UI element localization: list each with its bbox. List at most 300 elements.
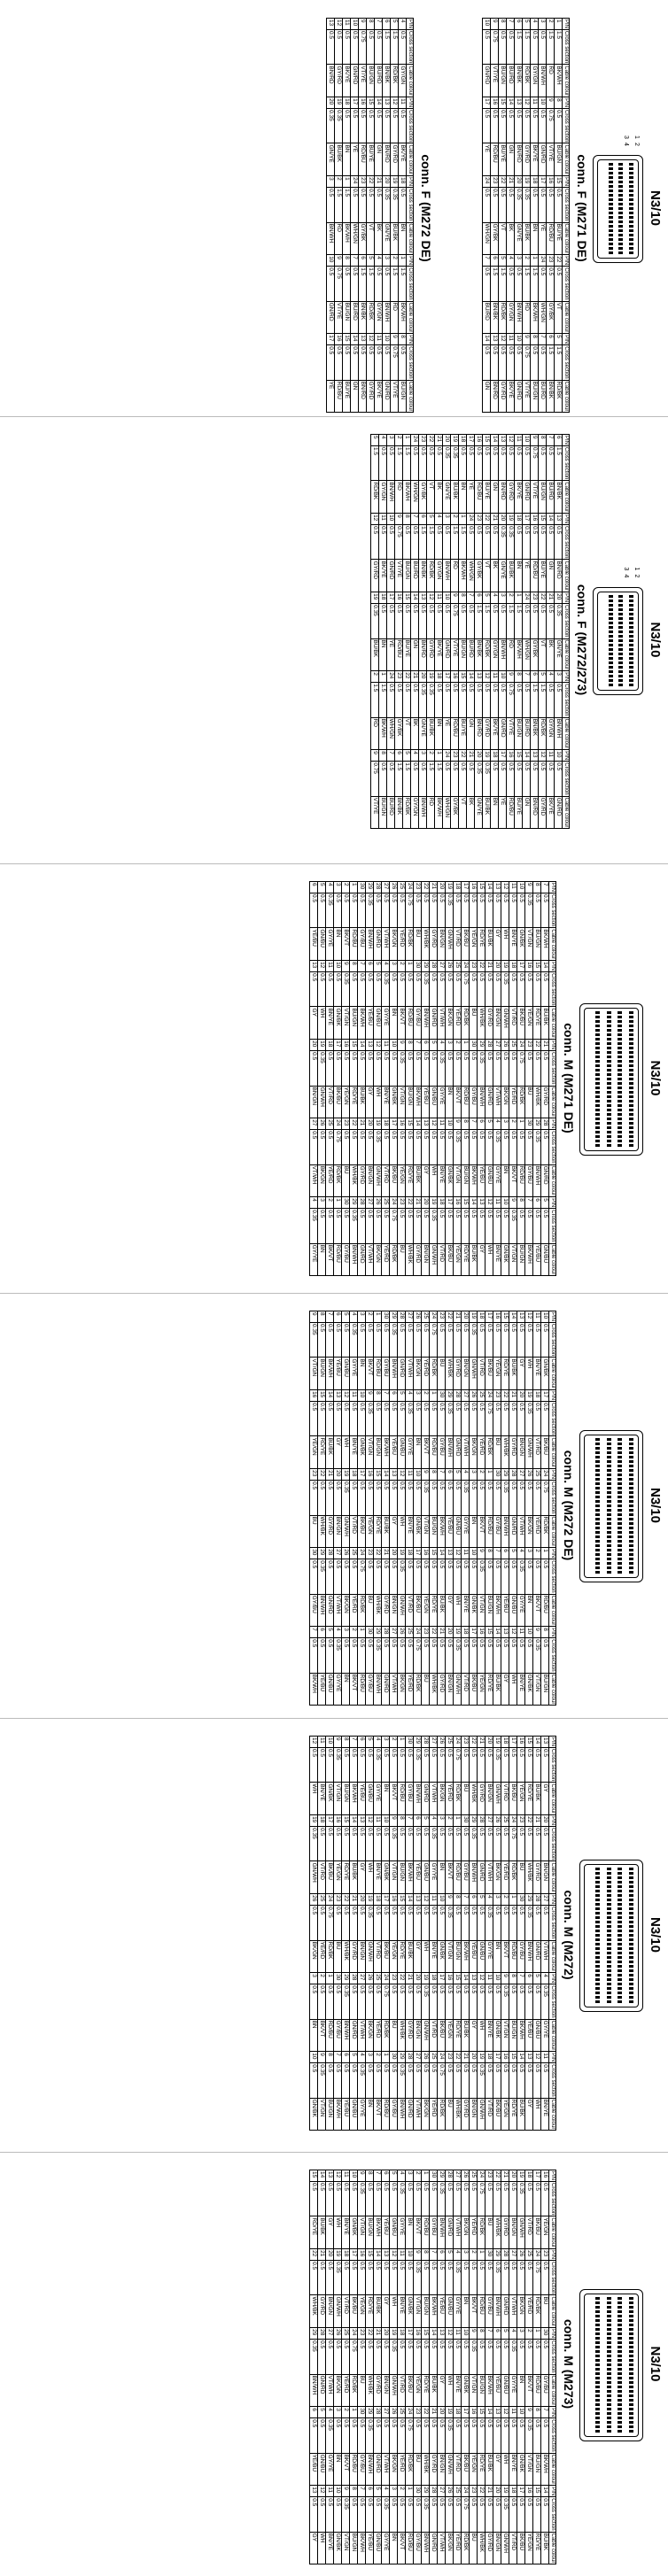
cable-colour-cell: GY/BU: [525, 1164, 533, 1197]
cross-section-cell: 0.5: [533, 1559, 541, 1594]
cross-section-cell: 0.5: [523, 446, 531, 481]
cable-colour-cell: WH/BK: [342, 1940, 350, 1973]
cross-section-cell: 0.5: [367, 188, 375, 222]
pin-cell: 21: [411, 671, 419, 683]
column-header-cross: Cross section: [550, 2419, 555, 2452]
pin-cell: 23: [419, 435, 427, 446]
cable-colour-cell: RD/YE: [430, 1594, 438, 1627]
sheet-title: N3/10: [648, 2346, 663, 2382]
pin-cell: 15: [462, 1197, 470, 1209]
cable-colour-cell: RD/BU: [533, 2374, 541, 2407]
table-row: [398, 1311, 406, 1706]
pin-cell: 23: [547, 255, 555, 267]
pin-cell: 10: [334, 2486, 342, 2497]
cable-colour-cell: BK/VT: [422, 1436, 430, 1469]
cross-section-cell: 0.35: [358, 2182, 366, 2216]
pin-cell: 14: [414, 1118, 422, 1130]
connector-name: conn. F (M271 DE): [575, 154, 589, 262]
pin-cell: 16: [446, 1973, 454, 1984]
cross-section-cell: 0.5: [478, 1481, 485, 1515]
pin-cell: 3: [443, 514, 451, 525]
pin-cell: 9: [414, 2249, 422, 2261]
pin-cell: 9: [318, 2052, 326, 2063]
cable-colour-cell: GY: [310, 2532, 318, 2564]
cable-colour-cell: RD/BU: [454, 1861, 462, 1894]
cable-colour-cell: BK/YE: [491, 717, 499, 750]
cross-section-cell: 1.5: [483, 604, 491, 638]
pin-cell: 11: [350, 1390, 358, 1402]
cable-colour-cell: BU/BK: [391, 222, 399, 255]
pin-cell: 2: [509, 1118, 517, 1130]
cable-colour-cell: GY/BU: [342, 1243, 350, 1276]
cross-section-cell: 0.5: [350, 972, 358, 1007]
cross-section-cell: 0.5: [366, 1130, 374, 1164]
cross-section-cell: 0.5: [533, 1323, 541, 1358]
pin-cell: 30: [525, 1118, 533, 1130]
cable-colour-cell: BK/WH: [541, 2453, 549, 2486]
cable-colour-cell: GN/WH: [501, 1007, 509, 1040]
pin-cell: 5: [366, 1737, 374, 1748]
cable-colour-cell: VT/GN: [446, 1940, 454, 1973]
cable-colour-cell: RD/YE: [398, 1940, 406, 1973]
pin-cell: 7: [493, 1548, 501, 1559]
cable-colour-cell: RD/YE: [533, 2532, 541, 2564]
pin-cell: 7: [430, 2249, 438, 2261]
cable-colour-cell: BN/WH: [515, 301, 523, 334]
pin-cell: 1: [358, 1627, 366, 1638]
cable-colour-cell: VT/GN: [454, 1164, 462, 1197]
cable-colour-cell: BU/GN: [454, 1940, 462, 1973]
cable-colour-cell: BK/BU: [462, 2453, 470, 2486]
cable-colour-cell: BK/GN: [310, 1940, 318, 1973]
pin-cell: 17: [470, 1627, 478, 1638]
pin-cell: 20: [493, 2486, 501, 2497]
cross-section-cell: 0.5: [533, 2418, 541, 2453]
cross-section-cell: 0.5: [491, 109, 499, 143]
cross-section-cell: 0.5: [318, 893, 326, 928]
cross-section-cell: 0.5: [462, 1984, 470, 2019]
table-row: [493, 2170, 501, 2564]
cross-section-cell: 0.5: [390, 1748, 398, 1783]
cross-section-cell: 0.5: [446, 1827, 454, 1861]
pin-cell: 19: [430, 1197, 438, 1209]
cross-section-cell: 0.5: [454, 1209, 462, 1243]
cross-section-cell: 0.5: [382, 1209, 390, 1243]
cross-section-cell: 0.5: [310, 2063, 318, 2098]
cable-colour-cell: BK/GN: [334, 2374, 342, 2407]
cross-section-cell: 0.5: [493, 2182, 501, 2216]
table-row: [374, 2170, 382, 2564]
cable-colour-cell: BU/BK: [509, 1358, 517, 1390]
cross-section-cell: 0.5: [501, 2063, 509, 2098]
cross-section-cell: 0.5: [438, 1827, 446, 1861]
cable-colour-cell: GN/RD: [350, 2019, 358, 2052]
cross-section-cell: 0.5: [491, 446, 499, 481]
pin-cell: 16: [358, 2249, 366, 2261]
table-row: [422, 1311, 430, 1706]
cable-colour-cell: GY/BU: [366, 1673, 374, 1706]
pin-cell: 12: [454, 1548, 462, 1559]
cable-colour-cell: VT: [403, 717, 411, 750]
cable-colour-cell: RD/BU: [491, 143, 499, 176]
cross-section-cell: 0.35: [390, 2340, 398, 2374]
cross-section-cell: 0.5: [343, 267, 351, 301]
cross-section-cell: 0.75: [517, 1051, 525, 1086]
cross-section-cell: 0.5: [430, 1402, 438, 1436]
pin-cell: 11: [438, 1118, 446, 1130]
pin-cell: 2: [390, 1737, 398, 1748]
pin-cell: 14: [491, 435, 499, 446]
cable-colour-cell: YE/RD: [374, 2019, 382, 2052]
cross-section-cell: 0.5: [310, 2497, 318, 2532]
cable-colour-cell: BK/YE: [399, 143, 407, 176]
cross-section-cell: 0.5: [443, 762, 451, 796]
cross-section-cell: 0.35: [334, 2261, 342, 2295]
cross-section-cell: 0.5: [342, 1827, 350, 1861]
pin-cell: 9: [334, 1737, 342, 1748]
pin-cell: 24: [390, 1197, 398, 1209]
cross-section-cell: 0.5: [342, 2340, 350, 2374]
pin-cell: 27: [462, 1390, 470, 1402]
cross-section-cell: 0.5: [374, 1209, 382, 1243]
table-row: [475, 435, 483, 829]
cable-colour-cell: BK/WH: [399, 301, 407, 334]
cable-colour-cell: GN/RD: [382, 1673, 390, 1706]
cable-colour-cell: GY/BK: [359, 222, 367, 255]
cross-section-cell: 0.5: [483, 683, 491, 717]
pin-cell: 8: [454, 1894, 462, 1906]
pin-cell: 19: [517, 2170, 525, 2182]
cross-section-cell: 1.5: [531, 267, 539, 301]
cable-colour-cell: BN: [525, 1594, 533, 1627]
cable-colour-cell: GN/BU: [398, 1436, 406, 1469]
pin-cell: 19: [446, 2407, 454, 2418]
cross-section-cell: 0.5: [374, 1323, 382, 1358]
cable-colour-cell: BN/GN: [462, 1358, 470, 1390]
pin-cell: 24: [411, 435, 419, 446]
cross-section-cell: 0.5: [335, 30, 343, 65]
cable-colour-cell: BN/YE: [454, 2374, 462, 2407]
pin-cell: 26: [438, 1737, 446, 1748]
cross-section-cell: 0.5: [446, 972, 454, 1007]
cross-section-cell: 0.5: [539, 345, 547, 380]
cable-colour-cell: BN/WH: [555, 717, 563, 750]
cross-section-cell: 0.5: [398, 2418, 406, 2453]
table-row: [422, 2170, 430, 2564]
cable-colour-cell: VT/GN: [525, 928, 533, 961]
pin-cell: 25: [422, 1311, 430, 1323]
table-row: [515, 435, 523, 829]
cross-section-cell: 0.5: [509, 972, 517, 1007]
cross-section-cell: 0.5: [342, 1748, 350, 1783]
pin-cell: 27: [382, 2407, 390, 2418]
cross-section-cell: 1.5: [547, 345, 555, 380]
column-header-pin: PIN: [563, 256, 569, 266]
cable-colour-cell: GY: [382, 2295, 390, 2328]
cable-colour-cell: YE/BU: [493, 2374, 501, 2407]
cross-section-cell: 0.5: [517, 972, 525, 1007]
cable-colour-cell: RD/BK: [517, 1086, 525, 1118]
pin-cell: 20: [446, 1627, 454, 1638]
column-header-color: Cable colour: [563, 561, 569, 592]
cross-section-cell: 0.5: [310, 1130, 318, 1164]
table-row: [406, 1737, 414, 2131]
cross-section-cell: 0.5: [438, 1984, 446, 2019]
cable-colour-cell: YE/BU: [366, 1007, 374, 1040]
cross-section-cell: 0.5: [525, 1984, 533, 2019]
cable-colour-cell: GY/YE: [438, 1086, 446, 1118]
cable-colour-cell: WH: [501, 2453, 509, 2486]
cable-colour-cell: BN: [517, 2374, 525, 2407]
cross-section-cell: 0.5: [525, 1130, 533, 1164]
pin-cell: 11: [435, 592, 443, 604]
cable-colour-cell: RD/BU: [485, 1515, 493, 1548]
cross-section-cell: 0.5: [493, 972, 501, 1007]
cross-section-cell: 0.5: [483, 525, 491, 560]
cross-section-cell: 0.5: [485, 893, 493, 928]
pin-cell: 30: [414, 2486, 422, 2497]
pin-cell: 28: [374, 2407, 382, 2418]
pin-cell: 22: [483, 514, 491, 525]
cross-section-cell: 0.5: [335, 345, 343, 380]
table-row: [454, 2170, 462, 2564]
cable-colour-cell: BU/RD: [539, 380, 547, 413]
cable-colour-cell: BU: [446, 2098, 454, 2131]
pin-cell: 6: [382, 2170, 390, 2182]
pin-cell: 11: [509, 2407, 517, 2418]
pin-cell: 1: [517, 1118, 525, 1130]
pin-cell: 10: [517, 882, 525, 893]
cross-section-cell: 0.5: [318, 1130, 326, 1164]
cross-section-cell: 0.5: [411, 762, 419, 796]
pin-cell: 3: [383, 255, 391, 267]
pin-cell: 22: [501, 1390, 509, 1402]
table-row: [462, 1737, 470, 2131]
cross-section-cell: 0.5: [501, 2182, 509, 2216]
cable-colour-cell: RD/BU: [507, 796, 515, 829]
pin-cell: 22: [427, 435, 435, 446]
cable-colour-cell: BK/YE: [507, 380, 515, 413]
column-header-pin: PIN: [563, 98, 569, 108]
cable-colour-cell: WH/GN: [467, 560, 475, 592]
pin-cell: 19: [493, 1737, 501, 1748]
cable-colour-cell: BU/GN: [374, 1436, 382, 1469]
table-row: [383, 19, 391, 413]
cable-colour-cell: RD/YE: [350, 1086, 358, 1118]
cable-colour-cell: VT/YE: [547, 143, 555, 176]
column-header-cross: Cross section: [550, 1560, 555, 1593]
cable-colour-cell: GN/RD: [327, 301, 335, 334]
cable-colour-cell: WH: [366, 1861, 374, 1894]
cable-colour-cell: RD/YE: [478, 928, 485, 961]
pin-cell: 15: [350, 1040, 358, 1051]
table-row: [382, 1311, 390, 1706]
cable-colour-cell: BU/BK: [371, 638, 379, 671]
pin-cell: 13: [555, 514, 563, 525]
cross-section-cell: 0.5: [501, 2418, 509, 2453]
connector-pin-label: 1: [633, 567, 640, 571]
cable-colour-cell: BK/WH: [403, 481, 411, 514]
cross-section-cell: 0.5: [398, 1906, 406, 1940]
cable-colour-cell: GN/YE: [327, 143, 335, 176]
cross-section-cell: 0.5: [531, 345, 539, 380]
cross-section-cell: 0.35: [454, 1638, 462, 1673]
pin-cell: 13: [383, 97, 391, 109]
cross-section-cell: 0.5: [509, 2418, 517, 2453]
cable-colour-cell: VT/WH: [382, 928, 390, 961]
pin-cell: 4: [438, 1040, 446, 1051]
cross-section-cell: 0.5: [523, 683, 531, 717]
pin-cell: 16: [310, 1390, 318, 1402]
cross-section-cell: 0.5: [501, 1209, 509, 1243]
cable-colour-cell: GN/BK: [525, 1673, 533, 1706]
pin-row: [607, 1438, 611, 1574]
pin-cell: 5: [374, 961, 382, 972]
cross-section-cell: 0.5: [509, 1559, 517, 1594]
cross-section-cell: 0.5: [390, 1130, 398, 1164]
table-row: [462, 882, 470, 1276]
table-row: [531, 19, 539, 413]
cross-section-cell: 0.5: [501, 1638, 509, 1673]
cable-colour-cell: VT/GN: [422, 1515, 430, 1548]
cross-section-cell: 0.5: [541, 2063, 549, 2098]
table-row: [350, 1311, 358, 1706]
cross-section-cell: 0.5: [462, 2182, 470, 2216]
cable-colour-cell: RD: [391, 301, 399, 334]
pin-cell: 23: [398, 1197, 406, 1209]
cross-section-cell: 0.5: [358, 1130, 366, 1164]
cross-section-cell: 0.35: [478, 1559, 485, 1594]
pin-cell: 18: [454, 2407, 462, 2418]
cross-section-cell: 0.5: [326, 1051, 334, 1086]
cross-section-cell: 0.5: [438, 2340, 446, 2374]
cable-colour-cell: BU/GN: [399, 380, 407, 413]
cable-colour-cell: RD/YE: [342, 1861, 350, 1894]
cable-colour-cell: RD/BK: [499, 301, 507, 334]
pin-cell: 1: [398, 1737, 406, 1748]
pin-cell: 14: [547, 514, 555, 525]
column-header-pin: PIN: [563, 514, 569, 524]
panel-divider: [0, 1718, 668, 1719]
pin-cell: 9: [507, 671, 515, 683]
pin-cell: 14: [430, 2328, 438, 2340]
pin-cell: 28: [398, 1311, 406, 1323]
pin-cell: 21: [358, 1118, 366, 1130]
cross-section-cell: 0.5: [318, 1748, 326, 1783]
pin-cell: 23: [470, 961, 478, 972]
cross-section-cell: 0.5: [374, 1051, 382, 1086]
pin-cell: 6: [475, 592, 483, 604]
pin-cell: 28: [318, 2328, 326, 2340]
pin-cell: 17: [467, 435, 475, 446]
pin-cell: 15: [501, 1311, 509, 1323]
pin-cell: 18: [326, 1040, 334, 1051]
cross-section-cell: 0.5: [406, 2063, 414, 2098]
cable-colour-cell: GN/WH: [334, 2295, 342, 2328]
panel-divider: [0, 863, 668, 864]
cable-colour-cell: GY/GN: [411, 796, 419, 829]
cable-colour-cell: BU/YE: [515, 796, 523, 829]
cable-colour-cell: VT/RD: [454, 928, 462, 961]
cable-colour-cell: BN/RD: [531, 796, 539, 829]
pin-cell: 21: [491, 514, 499, 525]
pin-cell: 30: [358, 2407, 366, 2418]
cable-colour-cell: GN/BU: [422, 1861, 430, 1894]
cable-colour-cell: YE/RD: [454, 2532, 462, 2564]
pin-cell: 16: [390, 1894, 398, 1906]
cable-colour-cell: BN/WH: [499, 638, 507, 671]
pin-cell: 6: [531, 671, 539, 683]
pin-cell: 14: [351, 334, 359, 345]
cable-colour-cell: WH: [334, 2216, 342, 2249]
cross-section-cell: 0.75: [382, 1984, 390, 2019]
cable-colour-cell: BN/WH: [414, 1783, 422, 1815]
cable-colour-cell: BN/GN: [366, 1164, 374, 1197]
cross-section-cell: 0.75: [523, 345, 531, 380]
cable-colour-cell: BU/BK: [358, 1086, 366, 1118]
cross-section-cell: 0.35: [493, 2261, 501, 2295]
pin-cell: 1: [462, 1040, 470, 1051]
cable-colour-cell: BN/BK: [555, 481, 563, 514]
cross-section-cell: 0.5: [398, 2261, 406, 2295]
cross-section-cell: 0.35: [327, 109, 335, 143]
cross-section-cell: 0.5: [539, 604, 547, 638]
cross-section-cell: 0.5: [326, 972, 334, 1007]
cable-colour-cell: GN/RD: [430, 2532, 438, 2564]
cable-colour-cell: BK/VT: [374, 2098, 382, 2131]
cross-section-cell: 0.35: [318, 1559, 326, 1594]
cross-section-cell: 0.5: [438, 2418, 446, 2453]
cross-section-cell: 0.5: [485, 2418, 493, 2453]
cross-section-cell: 0.5: [399, 30, 407, 65]
cross-section-cell: 0.75: [414, 1638, 422, 1673]
cross-section-cell: 0.5: [366, 1559, 374, 1594]
cable-colour-cell: YE/GN: [470, 2453, 478, 2486]
pin-cell: 24: [406, 2407, 414, 2418]
cross-section-cell: 0.5: [547, 188, 555, 222]
table-row: [326, 1311, 334, 1706]
cable-colour-cell: GY/BK: [475, 560, 483, 592]
pin-cell: 18: [342, 2249, 350, 2261]
pin-cell: 12: [485, 1197, 493, 1209]
cable-colour-cell: BN/WH: [419, 796, 427, 829]
cross-section-cell: 0.5: [438, 1481, 446, 1515]
cross-section-cell: 0.5: [446, 2497, 454, 2532]
cable-colour-cell: BK/WH: [438, 1515, 446, 1548]
table-row: [358, 2170, 366, 2564]
cross-section-cell: 0.5: [446, 1481, 454, 1515]
column-header-pin: PIN: [408, 335, 413, 344]
cable-colour-cell: BK: [491, 560, 499, 592]
cable-colour-cell: VT/RD: [509, 1007, 517, 1040]
pin-cell: 13: [310, 2486, 318, 2497]
cross-section-cell: 0.5: [539, 188, 547, 222]
pin-cell: 12: [483, 671, 491, 683]
pin-cell: 25: [350, 1548, 358, 1559]
cross-section-cell: 0.5: [342, 1130, 350, 1164]
cross-section-cell: 0.5: [509, 2063, 517, 2098]
pin-cell: 19: [334, 2249, 342, 2261]
cross-section-cell: 0.75: [334, 1130, 342, 1164]
cross-section-cell: 0.5: [483, 267, 491, 301]
cross-section-cell: 1.5: [539, 683, 547, 717]
cross-section-cell: 1.5: [523, 267, 531, 301]
cable-colour-cell: GN: [491, 481, 499, 514]
cable-colour-cell: VT/GN: [358, 2216, 366, 2249]
pin-cell: 28: [358, 1197, 366, 1209]
pin-cell: 24: [326, 1894, 334, 1906]
column-header-color: Cable colour: [550, 1674, 555, 1705]
